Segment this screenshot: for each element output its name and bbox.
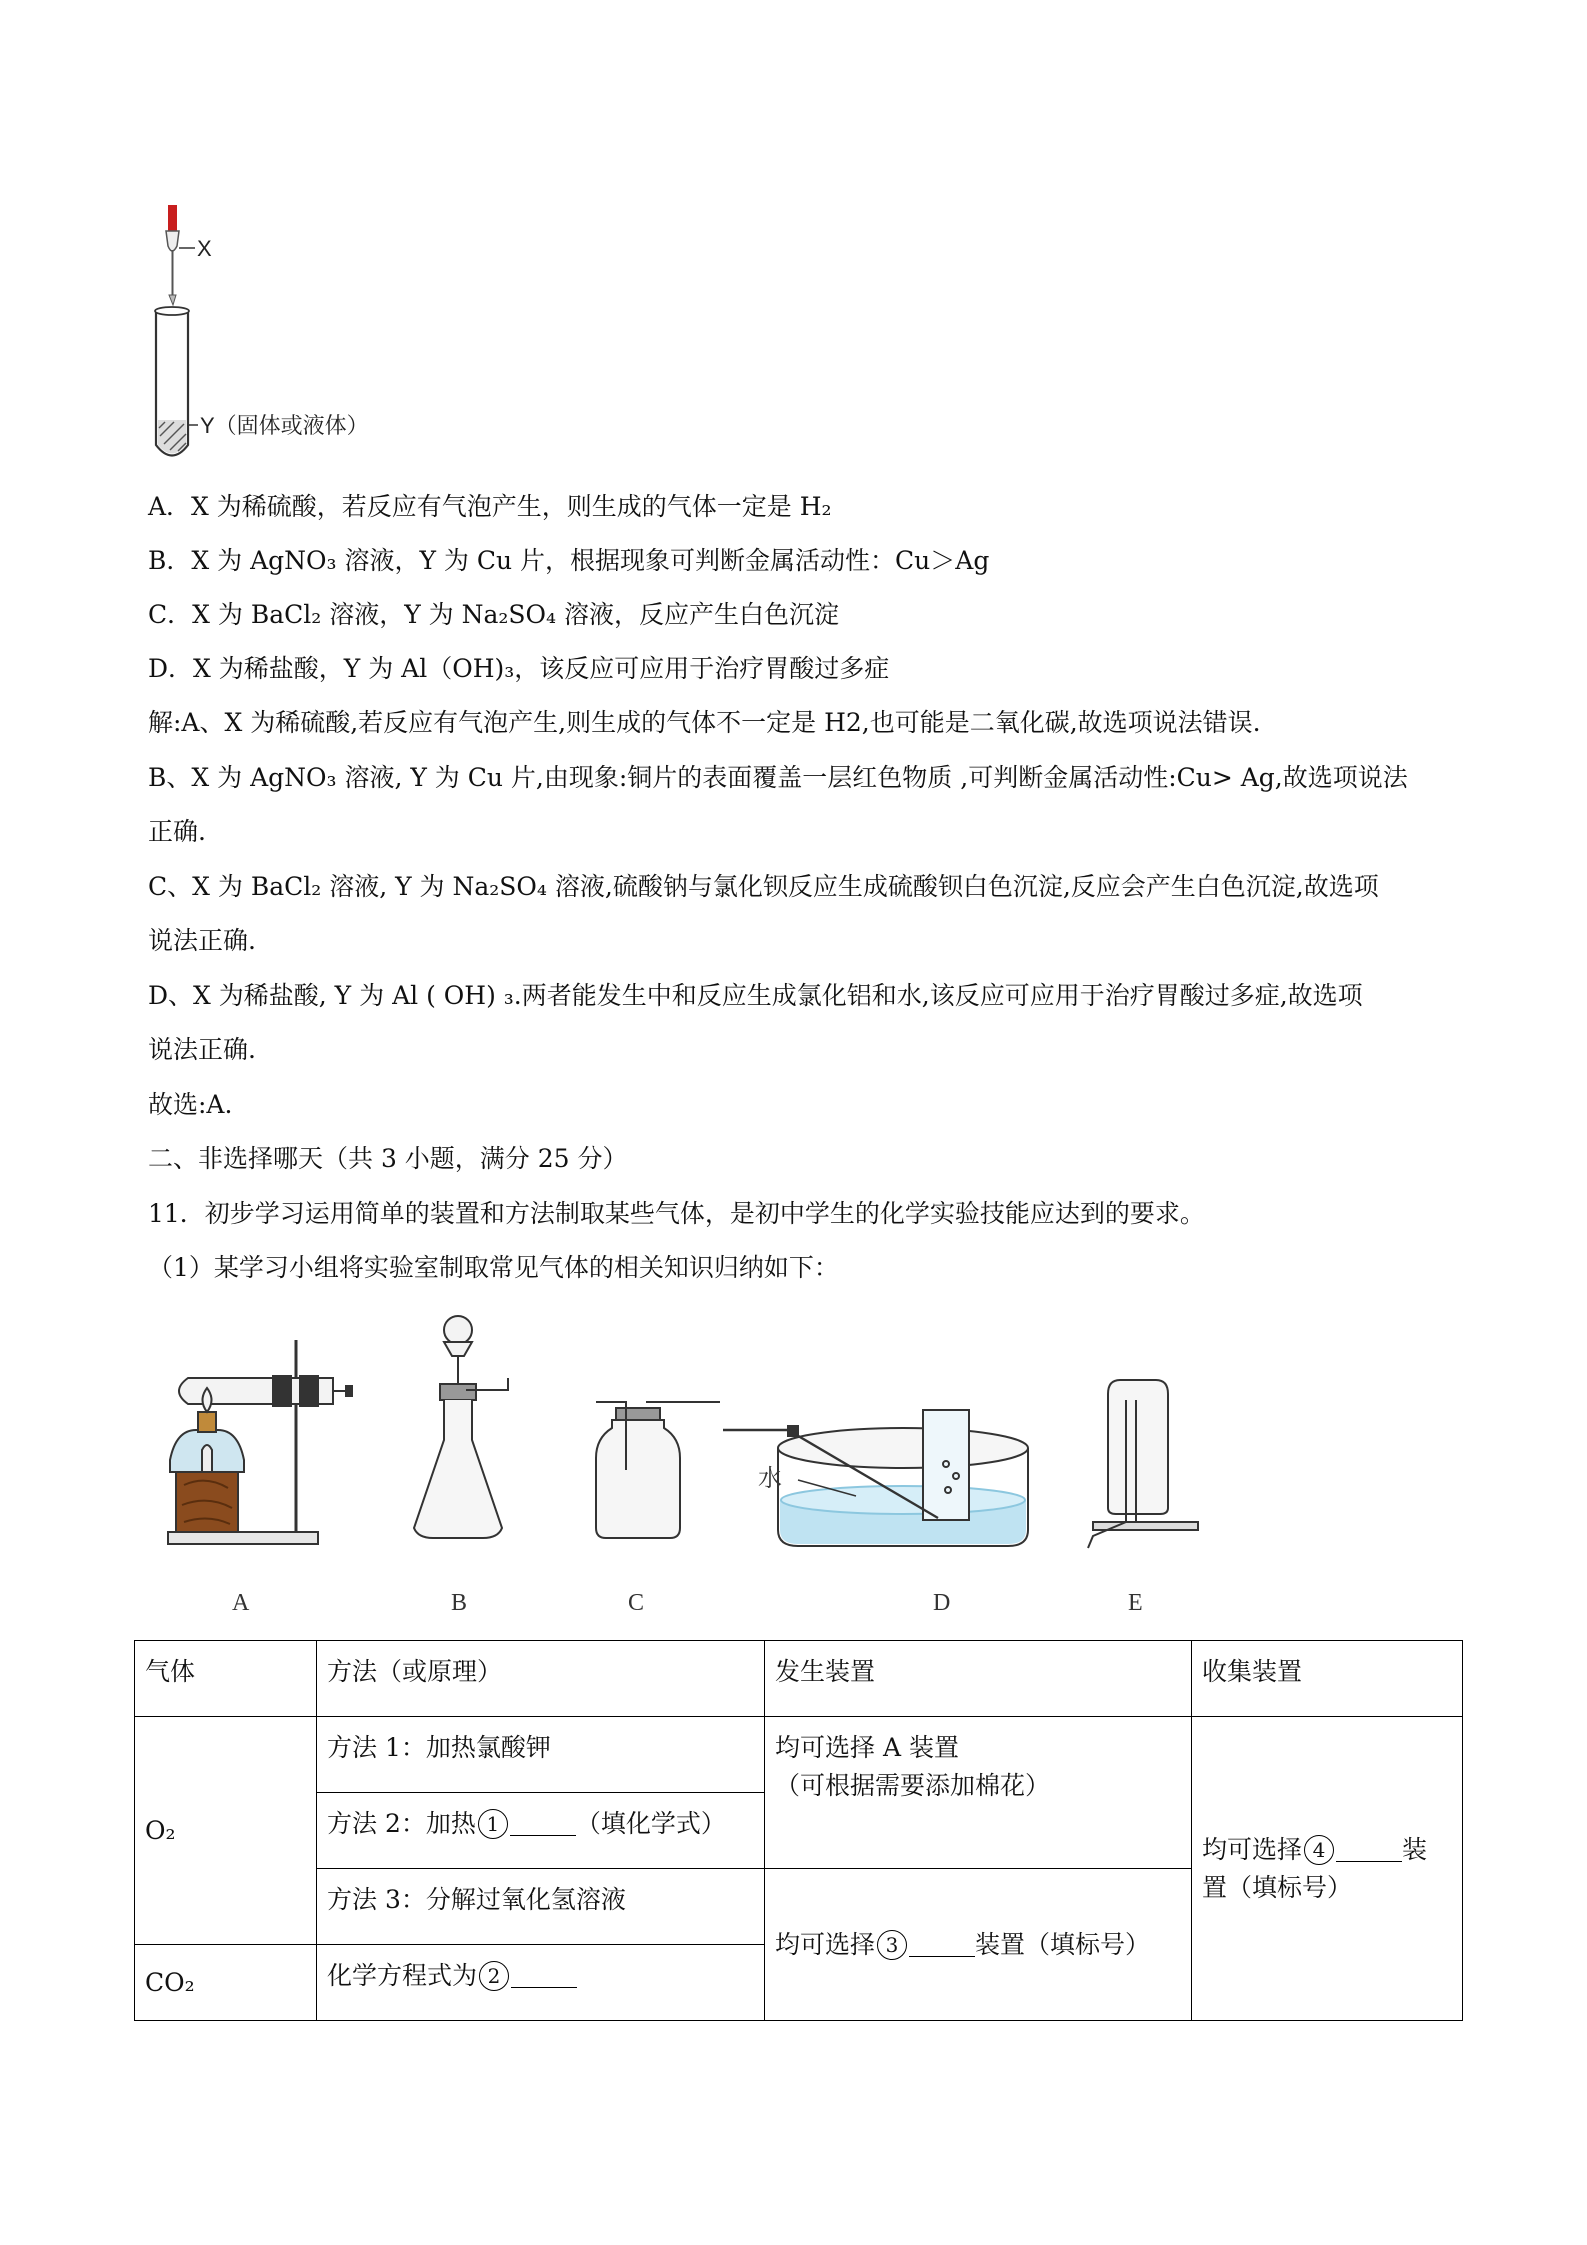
circled-number-2: 2 — [479, 1961, 509, 1991]
apparatus-c-icon — [596, 1402, 720, 1538]
solution-d: D、X 为稀盐酸, Y 为 Al ( OH) ₃.两者能发生中和反应生成氯化铝和水,该反应可应用于治疗胃酸过多症,故选项 — [148, 981, 1363, 1010]
generator-a-line2: （可根据需要添加棉花） — [775, 1771, 1051, 1800]
solution-b-cont: 正确. — [148, 817, 206, 846]
table-row — [135, 1717, 1463, 1793]
generator-a-cell — [765, 1717, 1192, 1869]
option-a: A．X 为稀硫酸，若反应有气泡产生，则生成的气体一定是 H₂ — [148, 492, 832, 521]
solution-a: 解:A、X 为稀硫酸,若反应有气泡产生,则生成的气体不一定是 H2,也可能是二氧化碳,故选项说法错误. — [148, 708, 1261, 737]
apparatus-figure — [148, 1300, 1228, 1630]
gas-o2: O₂ — [135, 1717, 317, 1945]
apparatus-b-icon — [414, 1316, 508, 1538]
solution-c-cont: 说法正确. — [148, 926, 256, 955]
apparatus-e-icon — [1088, 1380, 1198, 1548]
apparatus-label-c: C — [628, 1590, 645, 1616]
section-heading: 二、非选择哪天（共 3 小题，满分 25 分） — [148, 1144, 628, 1173]
gas-preparation-table — [134, 1640, 1463, 2021]
dropper-icon — [166, 205, 179, 305]
header-generator: 发生装置 — [765, 1641, 1192, 1717]
gas-co2: CO₂ — [135, 1945, 317, 2021]
option-d: D．X 为稀盐酸，Y 为 Al（OH)₃，该反应可应用于治疗胃酸过多症 — [148, 654, 890, 683]
generator-b-cell: 均可选择 3 装置（填标号） — [765, 1869, 1192, 2021]
table-header-row — [135, 1641, 1463, 1717]
circled-number-1: 1 — [478, 1809, 508, 1839]
label-x: X — [197, 236, 212, 261]
question-11-part1: （1）某学习小组将实验室制取常见气体的相关知识归纳如下： — [148, 1253, 839, 1282]
method-3: 方法 3：分解过氧化氢溶液 — [317, 1869, 765, 1945]
blank-4[interactable] — [1336, 1835, 1402, 1862]
collector-cell — [1192, 1717, 1463, 2021]
apparatus-label-e: E — [1128, 1590, 1143, 1616]
generator-a-line1: 均可选择 A 装置 — [775, 1733, 959, 1762]
header-gas: 气体 — [135, 1641, 317, 1717]
dropper-test-tube-figure — [140, 200, 400, 480]
label-y: Y（固体或液体） — [200, 413, 369, 438]
header-collector: 收集装置 — [1192, 1641, 1463, 1717]
apparatus-label-a: A — [232, 1590, 250, 1616]
method-2: 方法 2：加热 1 （填化学式） — [317, 1793, 765, 1869]
co2-equation: 化学方程式为 2 — [317, 1945, 765, 2021]
option-c: C．X 为 BaCl₂ 溶液，Y 为 Na₂SO₄ 溶液，反应产生白色沉淀 — [148, 600, 839, 629]
water-label: 水 — [758, 1466, 782, 1492]
blank-1[interactable] — [510, 1809, 576, 1836]
apparatus-label-b: B — [451, 1590, 468, 1616]
header-method: 方法（或原理） — [317, 1641, 765, 1717]
apparatus-a-icon — [168, 1340, 352, 1544]
apparatus-label-d: D — [933, 1590, 951, 1616]
question-11: 11．初步学习运用简单的装置和方法制取某些气体，是初中学生的化学实验技能应达到的要求。 — [148, 1199, 1205, 1228]
solution-c: C、X 为 BaCl₂ 溶液, Y 为 Na₂SO₄ 溶液,硫酸钠与氯化钡反应生成硫酸钡白色沉淀,反应会产生白色沉淀,故选项 — [148, 872, 1379, 901]
blank-3[interactable] — [909, 1930, 975, 1957]
collector-line1: 均可选择 4 装 — [1202, 1834, 1428, 1864]
circled-number-3: 3 — [877, 1930, 907, 1960]
method-1: 方法 1：加热氯酸钾 — [317, 1717, 765, 1793]
answer-line: 故选:A. — [148, 1090, 233, 1119]
solution-d-cont: 说法正确. — [148, 1035, 256, 1064]
test-tube-icon — [155, 307, 189, 456]
option-b: B．X 为 AgNO₃ 溶液，Y 为 Cu 片，根据现象可判断金属活动性：Cu＞Ag — [148, 546, 990, 575]
solution-b: B、X 为 AgNO₃ 溶液, Y 为 Cu 片,由现象:铜片的表面覆盖一层红色物质 ,可判断金属活动性:Cu> Ag,故选项说法 — [148, 763, 1408, 792]
circled-number-4: 4 — [1304, 1835, 1334, 1865]
blank-2[interactable] — [511, 1961, 577, 1988]
collector-line2: 置（填标号） — [1202, 1872, 1353, 1902]
